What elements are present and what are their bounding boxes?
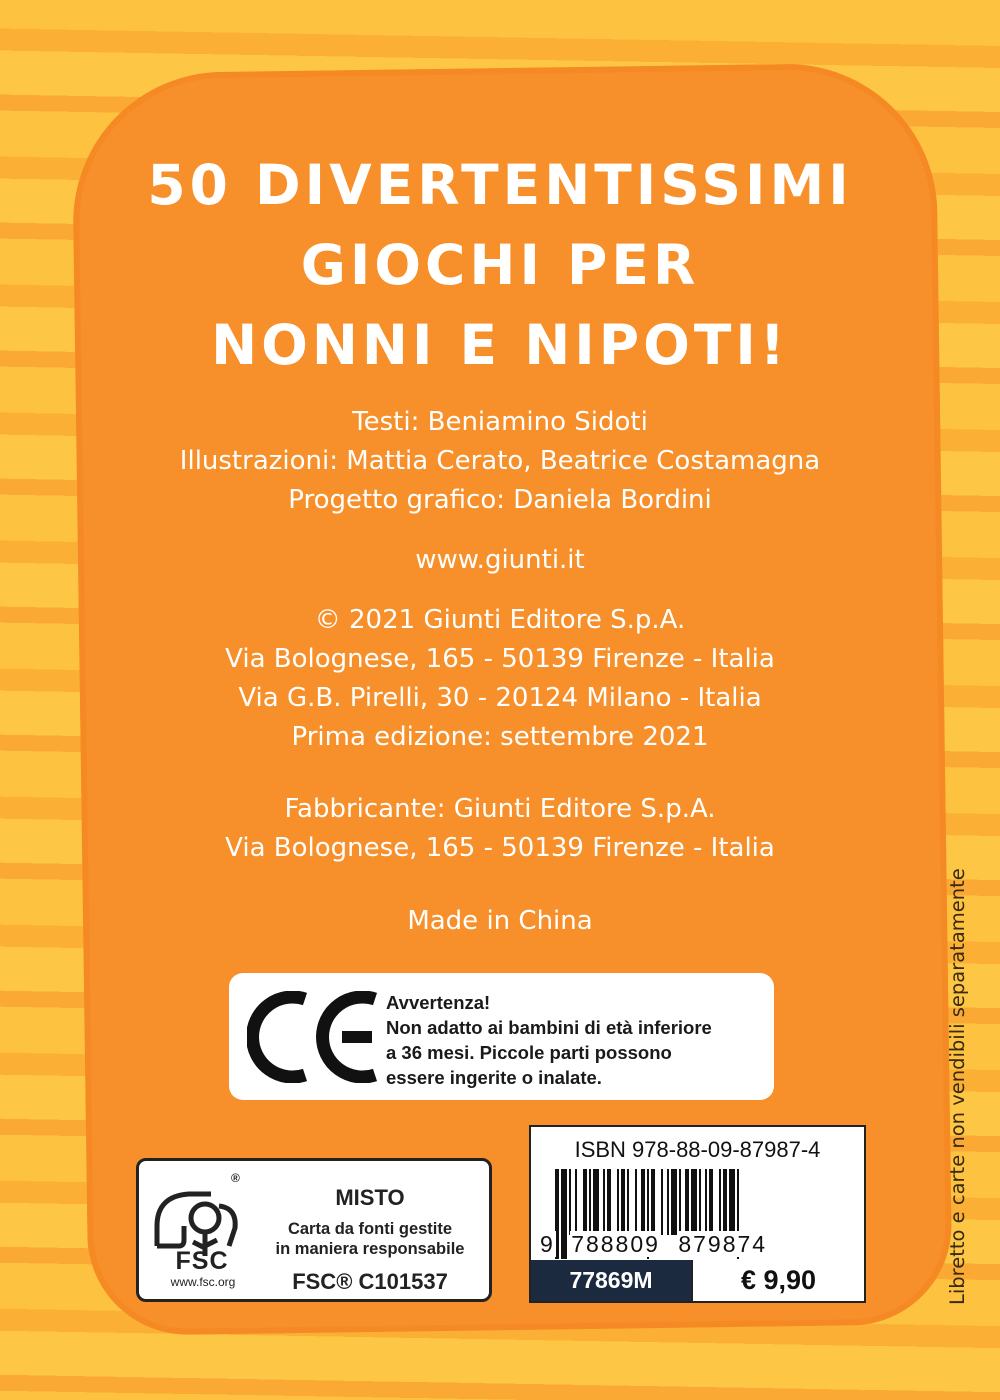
copyright-line: © 2021 Giunti Editore S.p.A.: [314, 605, 686, 635]
title-line-1: 50 DIVERTENTISSIMI: [147, 153, 853, 217]
title-line-2: GIOCHI PER: [300, 233, 700, 297]
fsc-certification-box: [136, 1158, 492, 1302]
credit-testi: Testi: Beniamino Sidoti: [352, 407, 648, 437]
website-link[interactable]: www.giunti.it: [415, 545, 585, 575]
barcode-bar: [583, 1169, 587, 1235]
warning-text: [386, 990, 766, 1090]
ean-first-digit: 9: [540, 1231, 555, 1257]
fsc-desc-line-2: in maniera responsabile: [275, 1240, 465, 1258]
fsc-description: [257, 1219, 483, 1259]
ean-right-group: 879874: [678, 1231, 768, 1257]
barcode-bar: [667, 1169, 669, 1235]
barcode-bar: [575, 1169, 577, 1235]
ce-mark-icon: [247, 991, 383, 1083]
barcode-bar: [719, 1169, 721, 1235]
fsc-url: www.fsc.org: [170, 1275, 236, 1289]
barcode-bar: [699, 1169, 701, 1235]
barcode-bar: [661, 1169, 663, 1235]
made-in-line: Made in China: [407, 906, 593, 936]
publisher-block: [100, 601, 900, 757]
website-block: [100, 541, 900, 580]
barcode-bar: [617, 1169, 619, 1235]
origin-block: [100, 902, 900, 941]
fsc-desc-line-1: Carta da fonti gestite: [287, 1220, 453, 1238]
manufacturer-address: Via Bolognese, 165 - 50139 Firenze - Italia: [225, 833, 775, 863]
ean-digits: [539, 1231, 859, 1258]
address-milano: Via G.B. Pirelli, 30 - 20124 Milano - Italia: [238, 683, 762, 713]
barcode-bar: [593, 1169, 599, 1235]
barcode-bar: [729, 1169, 735, 1235]
barcode-bar: [589, 1169, 591, 1235]
barcode-box: [529, 1125, 866, 1303]
fsc-label: MISTO: [335, 1185, 405, 1210]
barcode-bar: [603, 1169, 605, 1235]
ean-left-group: 788809: [571, 1231, 660, 1257]
barcode-bar: [685, 1169, 689, 1235]
book-title: [80, 145, 920, 385]
credit-progetto: Progetto grafico: Daniela Bordini: [288, 485, 712, 515]
address-firenze: Via Bolognese, 165 - 50139 Firenze - Italia: [225, 644, 775, 674]
title-line-3: NONNI E NIPOTI!: [211, 313, 789, 377]
barcode-bar: [671, 1169, 677, 1235]
barcode-bar: [691, 1169, 697, 1235]
warning-line-2: a 36 mesi. Piccole parti possono: [386, 1042, 672, 1063]
barcode-bar: [569, 1169, 571, 1235]
barcode-bar: [723, 1169, 727, 1235]
barcode-bar: [705, 1169, 707, 1235]
product-code: 77869M: [531, 1260, 691, 1301]
barcode-bar: [709, 1169, 713, 1235]
credits-block: [100, 403, 900, 520]
safety-warning-box: [229, 973, 774, 1100]
manufacturer-block: [100, 790, 900, 868]
barcode-bar: [635, 1169, 637, 1235]
barcode-bar: [641, 1169, 645, 1235]
warning-line-1: Non adatto ai bambini di età inferiore: [386, 1017, 712, 1038]
credit-illustrazioni: Illustrazioni: Mattia Cerato, Beatrice Costamagna: [179, 446, 821, 476]
barcode-bar: [627, 1169, 629, 1235]
warning-heading: Avvertenza!: [386, 992, 491, 1013]
price: € 9,90: [691, 1260, 864, 1301]
barcode-bar: [607, 1169, 611, 1235]
barcode-bar: [621, 1169, 625, 1235]
barcode-bar: [679, 1169, 681, 1235]
side-note: Libretto e carte non vendibili separatamente: [946, 868, 969, 1305]
manufacturer-line: Fabbricante: Giunti Editore S.p.A.: [284, 794, 716, 824]
barcode-bar: [651, 1169, 655, 1235]
warning-line-3: essere ingerite o inalate.: [386, 1067, 602, 1088]
fsc-logo-text: FSC: [175, 1247, 229, 1275]
fsc-license-code: FSC® C101537: [292, 1269, 448, 1294]
fsc-registered-mark: ®: [231, 1171, 240, 1185]
isbn-number: ISBN 978-88-09-87987-4: [574, 1137, 821, 1162]
edition-line: Prima edizione: settembre 2021: [291, 722, 709, 752]
